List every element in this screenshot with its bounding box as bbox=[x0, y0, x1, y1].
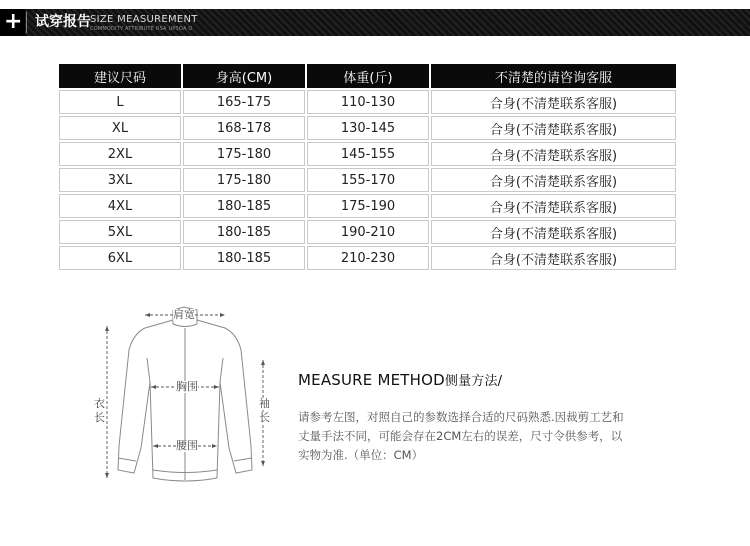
cell-size: 5XL bbox=[59, 220, 181, 244]
header-fit: 不清楚的请咨询客服 bbox=[431, 64, 676, 88]
cell-weight: 210-230 bbox=[307, 246, 429, 270]
length-label-2: 长 bbox=[94, 411, 105, 424]
description-line: 请参考左图，对照自己的参数选择合适的尺码熟悉.因裁剪工艺和 bbox=[298, 410, 624, 424]
sleeve-label-2: 长 bbox=[259, 411, 270, 424]
measure-method-title bbox=[298, 370, 502, 389]
table-row bbox=[59, 142, 676, 166]
cell-fit: 合身(不清楚联系客服) bbox=[431, 194, 676, 218]
cell-height: 175-180 bbox=[183, 168, 305, 192]
section-subtitle-small: COMMODITY ATTRIBUTE RSA UPSOA O bbox=[90, 26, 193, 32]
sleeve-label-1: 袖 bbox=[259, 397, 270, 410]
cell-size: 3XL bbox=[59, 168, 181, 192]
table-row bbox=[59, 168, 676, 192]
description-line: 实物为准.（单位：CM） bbox=[298, 448, 424, 462]
cell-fit: 合身(不清楚联系客服) bbox=[431, 168, 676, 192]
cell-height: 165-175 bbox=[183, 90, 305, 114]
jacket-outline-icon bbox=[85, 298, 285, 503]
header-height: 身高(CM) bbox=[183, 64, 305, 88]
chest-label: 胸围 bbox=[176, 380, 198, 393]
cell-weight: 110-130 bbox=[307, 90, 429, 114]
section-subtitle: SIZE MEASUREMENT bbox=[90, 14, 198, 25]
cell-fit: 合身(不清楚联系客服) bbox=[431, 220, 676, 244]
cell-size: 2XL bbox=[59, 142, 181, 166]
jacket-diagram bbox=[85, 298, 285, 503]
description-line: 丈量手法不同，可能会存在2CM左右的误差，尺寸令供参考，以 bbox=[298, 429, 623, 443]
cell-size: L bbox=[59, 90, 181, 114]
table-row bbox=[59, 90, 676, 114]
shoulder-label: 肩宽 bbox=[173, 308, 195, 321]
cell-size: 6XL bbox=[59, 246, 181, 270]
cell-fit: 合身(不清楚联系客服) bbox=[431, 142, 676, 166]
size-table bbox=[57, 62, 678, 272]
measure-method-title-en: MEASURE METHOD bbox=[298, 371, 445, 389]
table-row bbox=[59, 194, 676, 218]
cell-fit: 合身(不清楚联系客服) bbox=[431, 90, 676, 114]
waist-label: 腰围 bbox=[176, 439, 198, 452]
header-divider bbox=[26, 12, 27, 33]
cell-height: 180-185 bbox=[183, 194, 305, 218]
measure-method-description bbox=[298, 408, 668, 465]
cell-weight: 145-155 bbox=[307, 142, 429, 166]
cell-size: 4XL bbox=[59, 194, 181, 218]
cell-weight: 175-190 bbox=[307, 194, 429, 218]
table-row bbox=[59, 246, 676, 270]
cell-height: 180-185 bbox=[183, 220, 305, 244]
length-label-1: 衣 bbox=[94, 397, 105, 410]
section-header bbox=[0, 9, 750, 36]
section-title: 试穿报告 bbox=[35, 14, 91, 30]
cell-weight: 130-145 bbox=[307, 116, 429, 140]
cell-weight: 155-170 bbox=[307, 168, 429, 192]
cell-height: 180-185 bbox=[183, 246, 305, 270]
table-header-row bbox=[59, 64, 676, 88]
cell-height: 168-178 bbox=[183, 116, 305, 140]
measure-method-title-cn: 侧量方法/ bbox=[444, 374, 503, 389]
cell-fit: 合身(不清楚联系客服) bbox=[431, 246, 676, 270]
table-row bbox=[59, 116, 676, 140]
plus-icon: + bbox=[4, 9, 23, 34]
table-row bbox=[59, 220, 676, 244]
header-weight: 体重(斤) bbox=[307, 64, 429, 88]
plus-icon-box bbox=[0, 9, 25, 36]
cell-size: XL bbox=[59, 116, 181, 140]
cell-weight: 190-210 bbox=[307, 220, 429, 244]
cell-fit: 合身(不清楚联系客服) bbox=[431, 116, 676, 140]
cell-height: 175-180 bbox=[183, 142, 305, 166]
header-size: 建议尺码 bbox=[59, 64, 181, 88]
